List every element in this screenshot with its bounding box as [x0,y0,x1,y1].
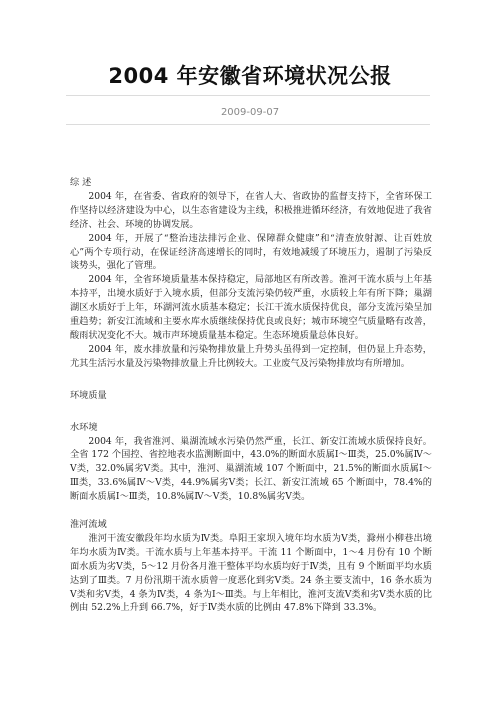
subsection-heading-huai-river: 淮河流域 [70,519,107,531]
title-divider [66,95,430,96]
section-heading-environment-quality: 环境质量 [70,389,107,401]
water-paragraph: 2004 年，我省淮河、巢湖流域水污染仍然严重，长江、新安江流域水质保持良好。全省 172 个国控、省控地表水监测断面中，43.0%的断面水质属Ⅰ～Ⅲ类，25.0%属Ⅳ～Ⅴ类，32.0%属劣Ⅴ类。其中，淮河、巢湖流域 107 个断面中，21.5%的断面水质属Ⅰ～Ⅲ类，33.6%属Ⅳ～Ⅴ类，44.9%属劣Ⅴ类；长江、新安江流域 65 个断面中，78.4%的断面水质属Ⅰ～Ⅲ类，10.8%属Ⅳ～Ⅴ类，10.8%属劣Ⅴ类。 [70,435,432,503]
date-divider [66,124,430,125]
overview-paragraph: 2004 年，开展了“整治违法排污企业、保障群众健康”和“清查放射源、让百姓放心”两个专项行动，在保证经济高速增长的同时，有效地减缓了环境压力，遏制了污染反谈势头，强化了管理。 [70,232,432,272]
publish-date: 2009-09-07 [220,107,280,118]
huai-river-paragraph: 淮河干流安徽段年均水质为Ⅳ类。阜阳王家坝入境年均水质为Ⅴ类，滁州小柳巷出境年均水质为Ⅳ类。干流水质与上年基本持平。干流 11 个断面中，1～4 月份有 10 个断面水质为劣Ⅴ类，5～12 月份各月淮干整体平均水质均好于Ⅳ类，且有 9 个断面平均水质达到了Ⅲ类。7 月份汛期干流水质曾一度恶化到劣Ⅴ类。24 条主要支流中，16 条水质为Ⅴ类和劣Ⅴ类，4 条为Ⅳ类，4 条为Ⅰ～Ⅲ类。与上年相比，淮河支流Ⅴ类和劣Ⅴ类水质的比例由 52.2%上升到 66.7%，好于Ⅳ类水质的比例由 47.8%下降到 33.3%。 [70,532,432,614]
overview-paragraph: 2004 年，在省委、省政府的领导下，在省人大、省政协的监督支持下，全省环保工作坚持以经济建设为中心，以生态省建设为主线，积极推进循环经济，有效地促进了我省经济、社会、环境的协调发展。 [70,190,432,230]
overview-paragraph: 2004 年，废水排放量和污染物排放量上升势头虽得到一定控制，但仍显上升态势，尤其生活污水量及污染物排放量上升比例较大。工业废气及污染物排放均有所增加。 [70,343,432,369]
article-body [70,176,432,615]
article-title: 2004 年安徽省环境状况公报 [108,64,392,88]
overview-paragraph: 2004 年，全省环境质量基本保持稳定，局部地区有所改善。淮河干流水质与上年基本持平，出境水质好于入境水质，但部分支流污染仍较严重，水质较上年有所下降；巢湖湖区水质好于上年，环湖河流水质基本稳定；长江干流水质保持优良，部分支流污染呈加重趋势；新安江流域和主要水库水质继续保持优良或良好；城市环境空气质量略有改善，酸雨状况变化不大。城市声环境质量基本稳定。生态环境质量总体良好。 [70,274,432,341]
section-heading-overview: 综 述 [70,177,92,188]
subsection-heading-water: 水环境 [70,421,98,433]
